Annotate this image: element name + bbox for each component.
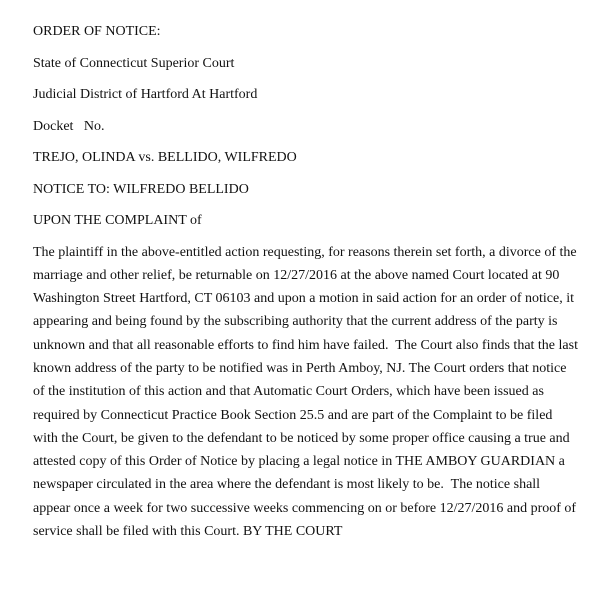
body-line: The plaintiff in the above-entitled action requesting, for reasons therein set forth, a divorce of the — [33, 244, 577, 260]
body-line: of the institution of this action and that Automatic Court Orders, which have been issued as — [33, 384, 544, 400]
case-caption: TREJO, OLINDA vs. BELLIDO, WILFREDO — [33, 150, 297, 165]
body-line: service shall be filed with this Court. BY THE COURT — [33, 524, 343, 540]
body-line: attested copy of this Order of Notice by placing a legal notice in THE AMBOY GUARDIAN a — [33, 454, 565, 470]
judicial-district: Judicial District of Hartford At Hartford — [33, 87, 258, 102]
body-line: required by Connecticut Practice Book Section 25.5 and are part of the Complaint to be filed — [33, 407, 553, 423]
order-of-notice-document — [33, 22, 593, 545]
body-line: with the Court, be given to the defendant to be noticed by some proper office causing a true and — [33, 430, 570, 446]
court-name: State of Connecticut Superior Court — [33, 55, 235, 71]
document-heading: ORDER OF NOTICE: — [33, 24, 161, 39]
body-line: appear once a week for two successive weeks commencing on or before 12/27/2016 and proof of — [33, 500, 577, 516]
body-line: newspaper circulated in the area where the defendant is most likely to be. The notice shall — [33, 477, 541, 493]
docket-number: Docket No. — [33, 118, 105, 134]
notice-recipient: NOTICE TO: WILFREDO BELLIDO — [33, 181, 249, 197]
body-line: marriage and other relief, be returnable on 12/27/2016 at the above named Court located at 90 — [33, 267, 560, 283]
notice-body — [33, 243, 593, 546]
body-line: known address of the party to be notified was in Perth Amboy, NJ. The Court orders that notice — [33, 360, 567, 376]
body-line: appearing and being found by the subscribing authority that the current address of the party is — [33, 314, 558, 330]
body-line: Washington Street Hartford, CT 06103 and upon a motion in said action for an order of notice, it — [33, 291, 574, 307]
complaint-heading: UPON THE COMPLAINT of — [33, 213, 202, 228]
body-line: unknown and that all reasonable efforts to find him have failed. The Court also finds that the last — [33, 337, 578, 353]
